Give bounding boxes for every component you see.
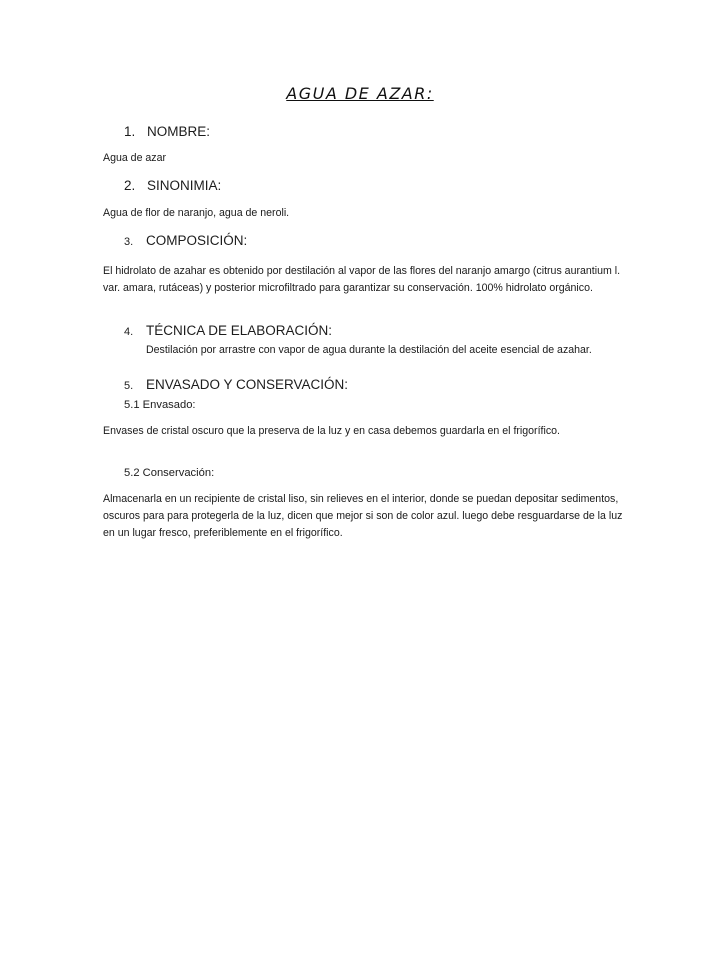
subsection-body-envasado: Envases de cristal oscuro que la preserva de la luz y en casa debemos guardarla en el frigorífico.	[103, 425, 560, 437]
section-title: NOMBRE:	[147, 124, 211, 139]
section-heading-tecnica	[124, 323, 332, 338]
subsection-heading-envasado: 5.1 Envasado:	[124, 399, 196, 411]
section-body-nombre: Agua de azar	[103, 152, 167, 164]
section-title: TÉCNICA DE ELABORACIÓN:	[146, 323, 333, 338]
section-number: 4.	[124, 326, 134, 338]
section-number: 5.	[124, 380, 134, 392]
subsection-heading-conservacion: 5.2 Conservación:	[124, 467, 215, 479]
section-title: COMPOSICIÓN:	[146, 233, 248, 248]
subsection-body-conservacion: Almacenarla en un recipiente de cristal liso, sin relieves en el interior, donde se puedan depositar sedimentos, oscuros para para protegerla de la luz, dicen que mejor si son de color azul. luego debe resguardarse de la luz en un lugar fresco, preferiblemente en el frigorífico.	[103, 493, 623, 539]
section-heading-composicion	[124, 233, 247, 248]
section-body-sinonimia: Agua de flor de naranjo, agua de neroli.	[103, 207, 290, 219]
section-heading-envasado-conservacion	[124, 377, 348, 392]
section-title: ENVASADO Y CONSERVACIÓN:	[146, 377, 349, 392]
section-body-composicion: El hidrolato de azahar es obtenido por destilación al vapor de las flores del naranjo amargo (citrus aurantium l. var. amara, rutáceas) y posterior microfiltrado para garantizar su conservación. 100% hidrolato orgánico.	[103, 265, 621, 294]
section-number: 1.	[124, 124, 136, 139]
section-number: 2.	[124, 178, 136, 193]
section-title: SINONIMIA:	[147, 178, 222, 193]
section-number: 3.	[124, 236, 134, 248]
section-body-tecnica: Destilación por arrastre con vapor de agua durante la destilación del aceite esencial de azahar.	[146, 344, 592, 356]
document-title: AGUA DE AZAR:	[286, 84, 434, 103]
section-heading-nombre	[124, 124, 210, 139]
section-heading-sinonimia	[124, 178, 221, 193]
